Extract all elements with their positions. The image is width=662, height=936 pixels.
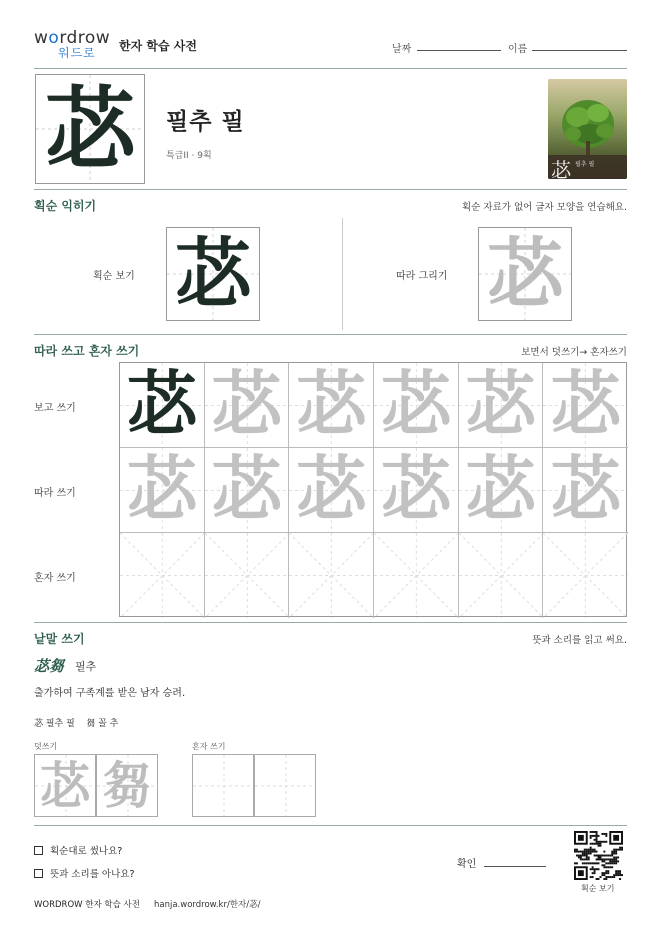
header-divider (34, 68, 627, 69)
practice-cell[interactable] (205, 363, 290, 448)
practice-cell[interactable] (289, 448, 374, 533)
stroke-view-label: 획순 보기 (93, 271, 135, 282)
word-meaning: 출가하여 구족계를 받은 남자 승려. (34, 688, 186, 699)
confirm-label: 확인 (457, 859, 477, 870)
guide-lines (255, 755, 316, 817)
word-trace-char: 苾 (40, 756, 90, 815)
guide-lines (120, 533, 205, 618)
practice-cell[interactable] (120, 533, 205, 618)
hanja-name: 필추 필 (166, 109, 245, 135)
stroke-view-character: 苾 (175, 229, 251, 318)
footer-brand: WORDROW 한자 학습 사전 (34, 900, 140, 910)
practice-section-note: 보면서 덧쓰기→ 혼자쓰기 (521, 347, 627, 358)
practice-cell[interactable] (543, 448, 628, 533)
word-section-note: 뜻과 소리를 읽고 써요. (532, 635, 627, 646)
practice-cell[interactable] (289, 363, 374, 448)
stroke-section-title: 획순 익히기 (34, 199, 97, 213)
name-label: 이름 (508, 44, 528, 55)
row-label-alone: 혼자 쓰기 (34, 573, 76, 584)
word-section-title: 낱말 쓰기 (34, 632, 85, 646)
word-trace-cell[interactable] (96, 754, 158, 817)
checklist-stroke-order[interactable]: 획순대로 썼나요? (34, 843, 122, 857)
guide-lines (289, 533, 374, 618)
date-field[interactable] (417, 50, 501, 51)
word-alone-cell[interactable] (192, 754, 254, 817)
checklist-meaning[interactable]: 뜻과 소리를 아나요? (34, 866, 135, 880)
confirm-field[interactable] (484, 866, 546, 867)
practice-character: 苾 (550, 363, 621, 445)
practice-cell[interactable] (543, 363, 628, 448)
wordrow-logo: wordrow 워드로 (34, 28, 111, 60)
word-alone-cell[interactable] (254, 754, 316, 817)
word-trace-label: 덧쓰기 (34, 742, 58, 751)
photo-caption-text: 필추 필 (575, 161, 595, 168)
trace-label: 따라 그리기 (396, 271, 448, 282)
practice-character: 苾 (465, 448, 536, 530)
word-divider (34, 825, 627, 826)
qr-label: 획순 보기 (581, 884, 615, 893)
practice-cell[interactable] (120, 363, 205, 448)
practice-cell[interactable] (205, 448, 290, 533)
practice-character: 苾 (211, 448, 282, 530)
date-label: 날짜 (392, 44, 412, 55)
hero-character-box (35, 74, 145, 184)
practice-cell[interactable] (120, 448, 205, 533)
practice-cell[interactable] (459, 533, 544, 618)
hanja-grade: 특급II · 9획 (166, 151, 212, 161)
practice-cell[interactable] (459, 363, 544, 448)
stroke-view-box (166, 227, 260, 321)
hero-divider (34, 189, 627, 190)
practice-character: 苾 (296, 363, 367, 445)
row-label-trace: 따라 쓰기 (34, 488, 76, 499)
practice-cell[interactable] (459, 448, 544, 533)
practice-section-title: 따라 쓰고 혼자 쓰기 (34, 344, 140, 358)
practice-cell[interactable] (205, 533, 290, 618)
practice-character: 苾 (126, 448, 197, 530)
row-label-view: 보고 쓰기 (34, 403, 76, 414)
word-trace-cell[interactable] (34, 754, 96, 817)
trace-character: 苾 (487, 229, 563, 318)
guide-lines (459, 533, 544, 618)
trace-box[interactable] (478, 227, 572, 321)
guide-lines (205, 533, 290, 618)
practice-character: 苾 (380, 448, 451, 530)
word-parts: 苾 필추 필 芻 꼴 추 (34, 719, 119, 729)
practice-character: 苾 (465, 363, 536, 445)
checkbox-icon[interactable] (34, 846, 43, 855)
qr-code-icon[interactable] (574, 831, 623, 880)
practice-grid (119, 362, 627, 617)
practice-character: 苾 (296, 448, 367, 530)
practice-cell[interactable] (289, 533, 374, 618)
word-reading: 필추 (75, 660, 97, 673)
stroke-section-note: 획순 자료가 없어 글자 모양을 연습해요. (462, 202, 627, 213)
guide-lines (193, 755, 254, 817)
word-hanja: 苾芻 (34, 657, 65, 675)
word-trace-char: 芻 (102, 756, 152, 815)
practice-character: 苾 (380, 363, 451, 445)
guide-lines (543, 533, 628, 618)
app-title: 한자 학습 사전 (119, 39, 197, 53)
practice-cell[interactable] (374, 533, 459, 618)
practice-divider (34, 622, 627, 623)
hero-character: 苾 (45, 76, 135, 182)
section-vertical-divider (342, 218, 343, 330)
logo-korean: 워드로 (58, 46, 96, 60)
plant-photo (548, 79, 627, 179)
practice-cell[interactable] (374, 448, 459, 533)
footer-url: hanja.wordrow.kr/한자/苾/ (154, 900, 261, 910)
word-alone-label: 혼자 쓰기 (192, 742, 226, 751)
practice-character: 苾 (550, 448, 621, 530)
practice-cell[interactable] (543, 533, 628, 618)
practice-character: 苾 (211, 363, 282, 445)
stroke-divider (34, 334, 627, 335)
name-field[interactable] (532, 50, 627, 51)
guide-lines (374, 533, 459, 618)
checkbox-icon[interactable] (34, 869, 43, 878)
practice-cell[interactable] (374, 363, 459, 448)
practice-character: 苾 (126, 363, 197, 445)
photo-caption-char: 苾 (551, 158, 571, 179)
